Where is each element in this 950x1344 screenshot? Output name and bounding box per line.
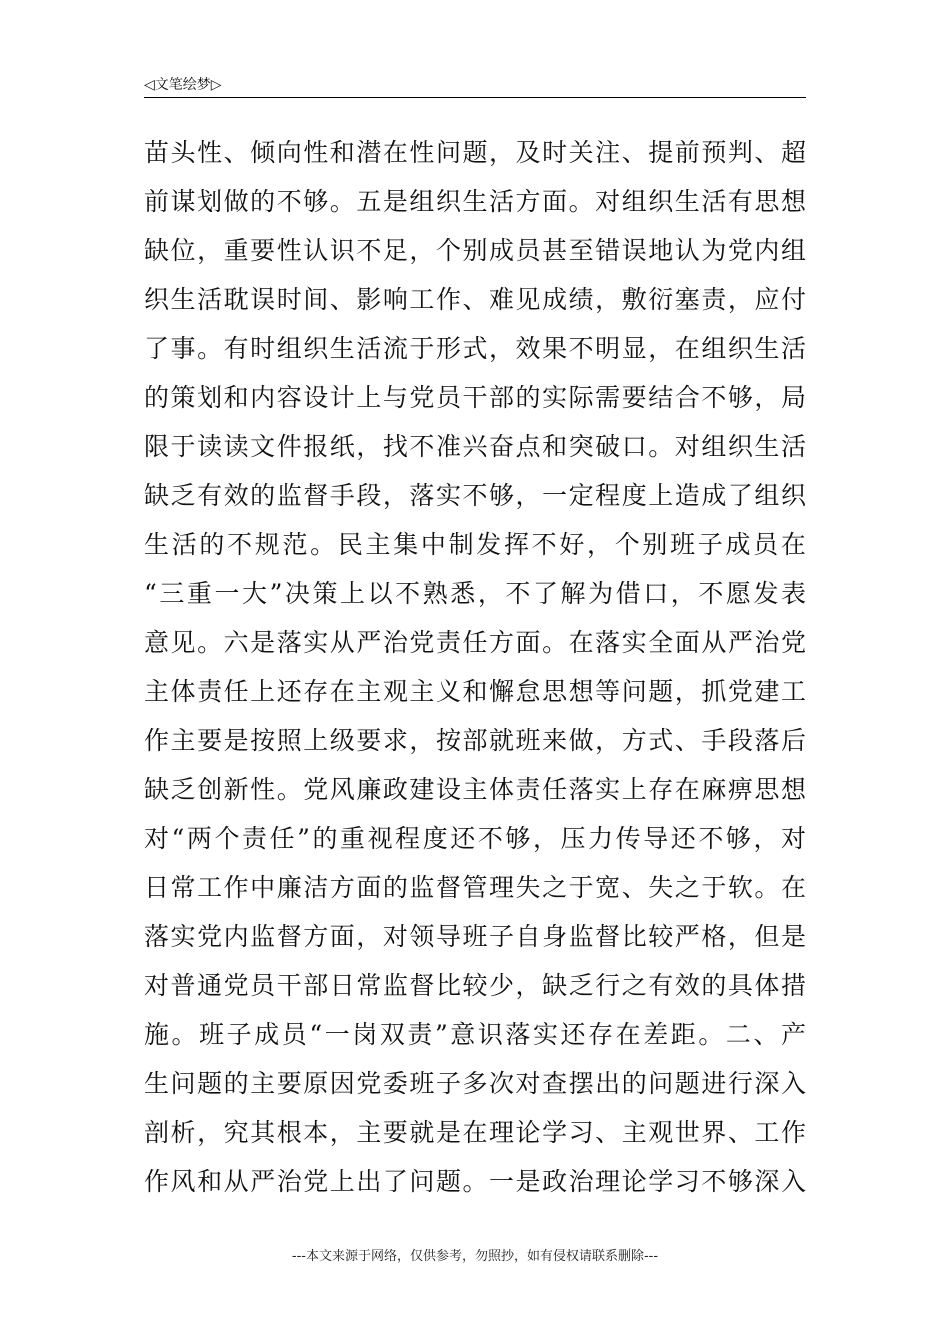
text-line: 落实党内监督方面，对领导班子自身监督比较严格，但是: [144, 922, 808, 951]
page-footer: ---本文来源于网络，仅供参考，勿照抄，如有侵权请联系删除---: [291, 1249, 659, 1264]
text-line: 限于读读文件报纸，找不准兴奋点和突破口。对组织生活: [144, 432, 808, 461]
text-line: 前谋划做的不够。五是组织生活方面。对组织生活有思想: [144, 187, 808, 216]
text-line: 缺乏创新性。党风廉政建设主体责任落实上存在麻痹思想: [144, 775, 808, 804]
text-line: 日常工作中廉洁方面的监督管理失之于宽、失之于软。在: [144, 873, 808, 902]
page-header: [144, 72, 806, 98]
header-title: ◁文笔绘梦▷: [144, 77, 222, 93]
text-line: 作主要是按照上级要求，按部就班来做，方式、手段落后: [144, 726, 808, 755]
text-line: 缺位，重要性认识不足，个别成员甚至错误地认为党内组: [144, 236, 808, 265]
text-line: 作风和从严治党上出了问题。一是政治理论学习不够深入: [144, 1167, 808, 1196]
text-line: 的策划和内容设计上与党员干部的实际需要结合不够，局: [144, 383, 808, 412]
text-line: “三重一大”决策上以不熟悉，不了解为借口，不愿发表: [144, 579, 809, 608]
text-line: 主体责任上还存在主观主义和懈怠思想等问题，抓党建工: [144, 677, 808, 706]
text-line: 苗头性、倾向性和潜在性问题，及时关注、提前预判、超: [144, 138, 808, 167]
text-line: 织生活耽误时间、影响工作、难见成绩，敷衍塞责，应付: [144, 285, 808, 314]
text-line: 了事。有时组织生活流于形式，效果不明显，在组织生活: [144, 334, 808, 363]
text-line: 施。班子成员“一岗双责”意识落实还存在差距。二、产: [144, 1020, 809, 1049]
text-line: 剖析，究其根本，主要就是在理论学习、主观世界、工作: [144, 1118, 808, 1147]
text-line: 生问题的主要原因党委班子多次对查摆出的问题进行深入: [144, 1069, 808, 1098]
text-line: 对“两个责任”的重视程度还不够，压力传导还不够，对: [144, 824, 809, 853]
text-line: 意见。六是落实从严治党责任方面。在落实全面从严治党: [144, 628, 808, 657]
text-line: 缺乏有效的监督手段，落实不够，一定程度上造成了组织: [144, 481, 808, 510]
body-text: [144, 128, 809, 1206]
text-line: 对普通党员干部日常监督比较少，缺乏行之有效的具体措: [144, 971, 808, 1000]
text-line: 生活的不规范。民主集中制发挥不好，个别班子成员在: [144, 530, 809, 559]
header-divider: [144, 97, 806, 98]
